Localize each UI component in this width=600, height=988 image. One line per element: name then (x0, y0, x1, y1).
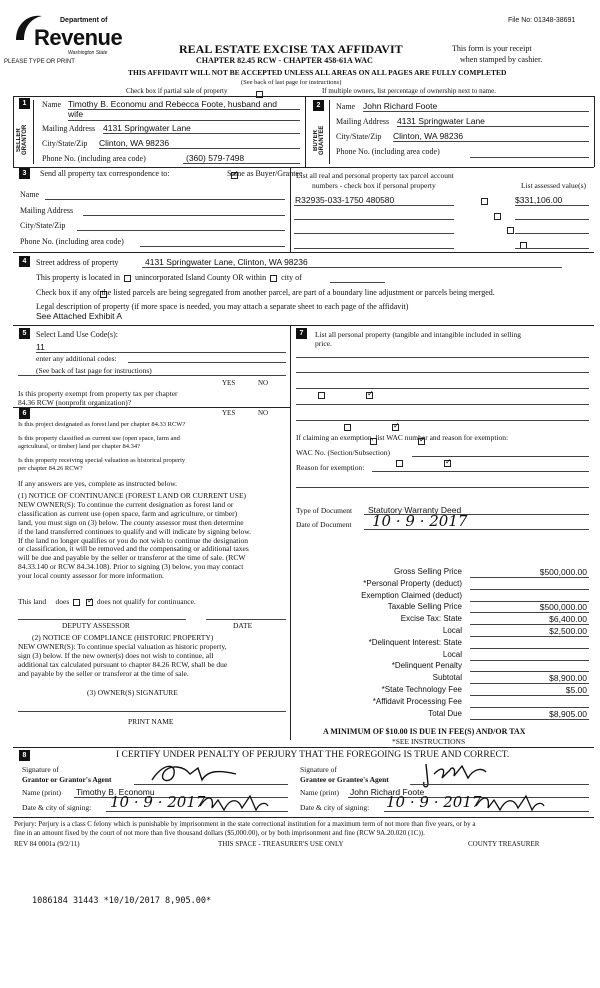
grantor-date-value: 10 · 9 · 2017 (110, 793, 206, 811)
seller-side-label: SELLER GRANTOR (16, 124, 28, 156)
perjury-line-2: fine in an amount fixed by the court of not more than five thousand dollars ($5,000.00), or by both imprisonment and fine (RCW 9A.20.020 (1C)). (14, 829, 425, 837)
amount-label: Total Due (428, 709, 462, 718)
section-7-number: 7 (296, 328, 307, 339)
personal-property-checkbox-2[interactable] (494, 213, 501, 220)
personal-property-checkbox-3[interactable] (507, 227, 514, 234)
no-header-5: NO (258, 379, 269, 387)
see-back: (See back of last page for instructions) (241, 79, 342, 86)
exempt-no-checkbox[interactable] (366, 392, 373, 399)
current-use-question-2: agricultural, or timber) land per chapter 84.34? (18, 443, 141, 450)
legal-value: See Attached Exhibit A (36, 311, 123, 321)
land-use-label: Select Land Use Code(s): (36, 330, 118, 339)
logo (12, 12, 122, 62)
county-treasurer: COUNTY TREASURER (468, 840, 540, 848)
exempt-question-1: Is this property exempt from property tax per chapter (18, 389, 178, 398)
amount-underline (470, 624, 589, 625)
yes-header-5: YES (222, 379, 236, 387)
notice2-line: (2) NOTICE OF COMPLIANCE (HISTORIC PROPERTY) (32, 633, 214, 642)
section-6-number: 6 (19, 408, 30, 419)
minimum-due: A MINIMUM OF $10.00 IS DUE IN FEE(S) AND/OR TAX (323, 727, 526, 736)
forest-yes-checkbox[interactable] (344, 424, 351, 431)
form-chapter: CHAPTER 82.45 RCW - CHAPTER 458-61A WAC (196, 56, 373, 65)
deputy-assessor-label: DEPUTY ASSESSOR (62, 621, 130, 630)
notice2-line: sign (3) below. If the new owner(s) does not wish to continue, all (18, 651, 214, 660)
seller-phone-label: Phone No. (including area code) (42, 154, 146, 163)
buyer-name-value: John Richard Foote (363, 101, 438, 111)
perjury-line-1: Perjury: Perjury is a class C felony which is punishable by imprisonment in the state correctional institution for a maximum term of not more than five years, or by a (14, 820, 476, 828)
file-no: File No: 01348-38691 (508, 17, 576, 24)
grantor-date-label: Date & city of signing: (22, 803, 92, 812)
notice1-line: your local county assessor for more information. (18, 571, 165, 581)
section-1-number: 1 (19, 98, 30, 109)
seller-mailing-label: Mailing Address (42, 124, 96, 133)
seller-city-value: Clinton, WA 98236 (99, 138, 170, 148)
does-not-checkbox[interactable] (86, 599, 93, 606)
section-5-number: 5 (19, 328, 30, 339)
notice1-line: will be due and payable by the seller or transferor at the time of sale. (RCW (18, 553, 246, 563)
amount-value: $6,400.00 (549, 614, 587, 624)
doc-date-value: 10 · 9 · 2017 (372, 512, 468, 530)
warning: THIS AFFIDAVIT WILL NOT BE ACCEPTED UNLESS ALL AREAS ON ALL PAGES ARE FULLY COMPLETED (128, 68, 507, 77)
buyer-mailing-label: Mailing Address (336, 117, 390, 126)
notice2-line: and payable by the seller or transferor at the time of sale. (18, 669, 189, 678)
notice1-line: 84.33.140 or RCW 84.34.108). Prior to signing (3) below, you may contact (18, 562, 244, 572)
buyer-city-value: Clinton, WA 98236 (393, 131, 464, 141)
personal-property-label-2: price. (315, 339, 332, 348)
amount-underline (470, 577, 589, 578)
historic-yes-checkbox[interactable] (396, 460, 403, 467)
corr-city-label: City/State/Zip (20, 221, 66, 230)
amount-value: $500,000.00 (539, 567, 587, 577)
historic-no-checkbox[interactable] (444, 460, 451, 467)
exemption-label: If claiming an exemption, list WAC number and reason for exemption: (296, 433, 509, 442)
located-prefix: This property is located in (36, 273, 120, 282)
amount-label: *Delinquent Penalty (391, 661, 462, 670)
corr-phone-label: Phone No. (including area code) (20, 237, 124, 246)
logo-small-text: Department of (60, 17, 108, 24)
historic-question-1: Is this property receiving special valuation as historical property (18, 457, 186, 464)
doc-type-label: Type of Document (296, 506, 353, 515)
amount-label: Exemption Claimed (deduct) (361, 591, 462, 600)
amount-underline (470, 612, 589, 613)
certify-statement: I CERTIFY UNDER PENALTY OF PERJURY THAT THE FOREGOING IS TRUE AND CORRECT. (116, 750, 510, 760)
city-of-label: city of (281, 273, 302, 282)
forest-land-question: Is this project designated as forest land per chapter 84.33 RCW? (18, 421, 186, 428)
amount-label: Excise Tax: State (400, 614, 462, 623)
amount-label: *State Technology Fee (381, 685, 462, 694)
qualify-line (18, 597, 196, 606)
logo-big-text: Revenue (34, 25, 123, 50)
exempt-yes-checkbox[interactable] (318, 392, 325, 399)
logo-state-text: Washington State (68, 50, 108, 56)
partial-sale-label (126, 87, 227, 95)
amount-label: *Delinquent Interest: State (368, 638, 462, 647)
assessed-value: $331,106.00 (515, 195, 563, 205)
amount-underline (470, 695, 589, 696)
legal-text: Legal description of property (if more space is needed, you may attach a separate sheet to each page of the affidavit) (36, 302, 409, 311)
amount-underline (470, 719, 589, 720)
forest-no-checkbox[interactable] (392, 424, 399, 431)
seller-name-line-2: wife (68, 109, 84, 119)
amount-label: Taxable Selling Price (387, 602, 462, 611)
buyer-side-label: BUYER GRANTEE (313, 125, 325, 155)
notice-continuance (18, 492, 251, 581)
amount-label: Subtotal (432, 673, 462, 682)
historic-question-2: per chapter 84.26 RCW? (18, 465, 83, 472)
notice1-line: or classification, it will be removed and the compensating or additional taxes (18, 544, 249, 554)
see-instructions: *SEE INSTRUCTIONS (392, 737, 466, 746)
accounts-header-2: numbers - check box if personal property (312, 181, 436, 190)
assessed-header: List assessed value(s) (521, 181, 586, 190)
notice1-line: classification as current use (open space, farm and agriculture, or timber) (18, 508, 238, 518)
buyer-name-label: Name (336, 102, 356, 111)
grantor-sig-label-1: Signature of (22, 765, 59, 774)
doc-type-value: Statutory Warranty Deed (368, 505, 462, 515)
amount-underline (470, 707, 589, 708)
same-as-buyer-label: Same as Buyer/Grantee (227, 169, 303, 178)
grantee-sig-label-2: Grantee or Grantee's Agent (300, 775, 389, 784)
street-value: 4131 Springwater Lane, Clinton, WA 98236 (145, 257, 308, 267)
section-4-number: 4 (19, 256, 30, 267)
this-land-label: This land (18, 597, 47, 606)
amount-value: $8,905.00 (549, 709, 587, 719)
land-use-see-back: (See back of last page for instructions) (36, 366, 152, 375)
notice1-line: land, you must sign on (3) below. The county assessor must then determine (18, 517, 244, 527)
seller-phone-value: (360) 579-7498 (186, 153, 245, 163)
current-use-question-1: Is this property classified as current use (open space, farm and (18, 435, 180, 442)
amount-underline (470, 589, 589, 590)
grantee-print-name: John Richard Foote (350, 787, 425, 797)
multiple-owners: If multiple owners, list percentage of ownership next to name. (322, 87, 496, 95)
amount-value: $500,000.00 (539, 602, 587, 612)
section-8-number: 8 (19, 750, 30, 761)
buyer-phone-label: Phone No. (including area code) (336, 147, 440, 156)
grantee-signature (420, 760, 490, 790)
wac-label: WAC No. (Section/Subsection) (296, 448, 390, 457)
amount-label: *Affidavit Processing Fee (372, 697, 462, 706)
grantor-print-label: Name (print) (22, 788, 61, 797)
please-type: PLEASE TYPE OR PRINT (4, 59, 75, 65)
other-codes-label: enter any additional codes: (36, 354, 117, 363)
unincorporated-checkbox[interactable] (124, 275, 131, 282)
amount-underline (470, 636, 589, 637)
does-not-label: does not qualify for continuance. (96, 597, 196, 606)
grantee-date-label: Date & city of signing: (300, 803, 370, 812)
amount-label: Local (442, 650, 462, 659)
receipt-line-2: when stamped by cashier. (460, 55, 543, 64)
personal-property-label-1: List all personal property (tangible and intangible included in selling (315, 330, 521, 339)
treasurer-use-only: THIS SPACE - TREASURER'S USE ONLY (218, 840, 344, 848)
owner-signature-label: (3) OWNER(S) SIGNATURE (87, 688, 178, 697)
notice1-line: (1) NOTICE OF CONTINUANCE (FOREST LAND OR CURRENT USE) (18, 491, 247, 500)
amount-underline (470, 683, 589, 684)
section-2-number: 2 (313, 100, 324, 111)
corr-name-label: Name (20, 190, 40, 199)
form-title: REAL ESTATE EXCISE TAX AFFIDAVIT (179, 42, 403, 56)
doc-date-label: Date of Document (296, 520, 352, 529)
amount-underline (470, 648, 589, 649)
send-correspondence-label: Send all property tax correspondence to: (40, 169, 170, 178)
no-header-6: NO (258, 409, 269, 417)
notice1-line: NEW OWNER(S): To continue the current designation as forest land or (18, 499, 234, 509)
yes-header-6: YES (222, 409, 236, 417)
print-name-label: PRINT NAME (128, 717, 174, 726)
grantor-print-name: Timothy B. Economu (76, 787, 155, 797)
seller-city-label: City/State/Zip (42, 139, 88, 148)
grantee-sig-label-1: Signature of (300, 765, 337, 774)
does-checkbox[interactable] (73, 599, 80, 606)
street-label: Street address of property (36, 258, 119, 267)
city-of-checkbox[interactable] (270, 275, 277, 282)
amount-label: Local (442, 626, 462, 635)
personal-property-checkbox-1[interactable] (481, 198, 488, 205)
grantee-print-label: Name (print) (300, 788, 339, 797)
receipt-line-1: This form is your receipt (452, 44, 532, 53)
seller-name-line-1: Timothy B. Economu and Rebecca Foote, husband and (68, 99, 278, 109)
located-text (36, 273, 302, 282)
grantor-sig-label-2: Grantor or Grantor's Agent (22, 775, 112, 784)
reason-label: Reason for exemption: (296, 463, 365, 472)
grantee-date-value: 10 · 9 · 2017 (386, 793, 482, 811)
exempt-question-2: 84.36 RCW (nonprofit organization)? (18, 398, 132, 407)
buyer-city-label: City/State/Zip (336, 132, 382, 141)
amount-underline (470, 660, 589, 661)
amount-value: $8,900.00 (549, 673, 587, 683)
notice1-line: If the land no longer qualifies or you do not wish to continue the designation (18, 535, 248, 545)
cashier-stamp: 1086184 31443 *10/10/2017 8,905.00* (32, 896, 212, 906)
form-revision: REV 84 0001a (9/2/11) (14, 840, 80, 848)
land-use-code: 11 (36, 342, 45, 352)
seller-name-label: Name (42, 100, 62, 109)
amount-underline (470, 671, 589, 672)
amount-value: $2,500.00 (549, 626, 587, 636)
does-label: does (55, 597, 70, 606)
answers-note: If any answers are yes, complete as instructed below. (18, 479, 178, 488)
date-label: DATE (233, 621, 253, 630)
segregated-text: Check box if any of the listed parcels are being segregated from another parcel, are part of a boundary line adjustment or parcels being merged. (36, 288, 495, 297)
corr-mailing-label: Mailing Address (20, 206, 74, 215)
accounts-header-1: List all real and personal property tax parcel account (296, 171, 454, 180)
seller-mailing-value: 4131 Springwater Lane (103, 123, 191, 133)
notice2-line: NEW OWNER(S): To continue special valuation as historic property, (18, 642, 227, 651)
partial-sale-text: Check box if partial sale of property (126, 87, 228, 95)
notice1-line: if the land transferred continues to qualify and will indicate by signing below. (18, 526, 251, 536)
amount-label: Gross Selling Price (393, 567, 462, 576)
section-3-number: 3 (19, 168, 30, 179)
notice-compliance (18, 633, 227, 678)
unincorporated-label: unincorporated Island County OR within (134, 273, 267, 282)
amount-value: $5.00 (565, 685, 587, 695)
parcel-number: R32935-033-1750 480580 (295, 195, 395, 205)
amount-label: *Personal Property (deduct) (363, 579, 462, 588)
buyer-mailing-value: 4131 Springwater Lane (397, 116, 485, 126)
notice2-line: additional tax calculated pursuant to chapter 84.26 RCW, shall be due (18, 660, 228, 669)
